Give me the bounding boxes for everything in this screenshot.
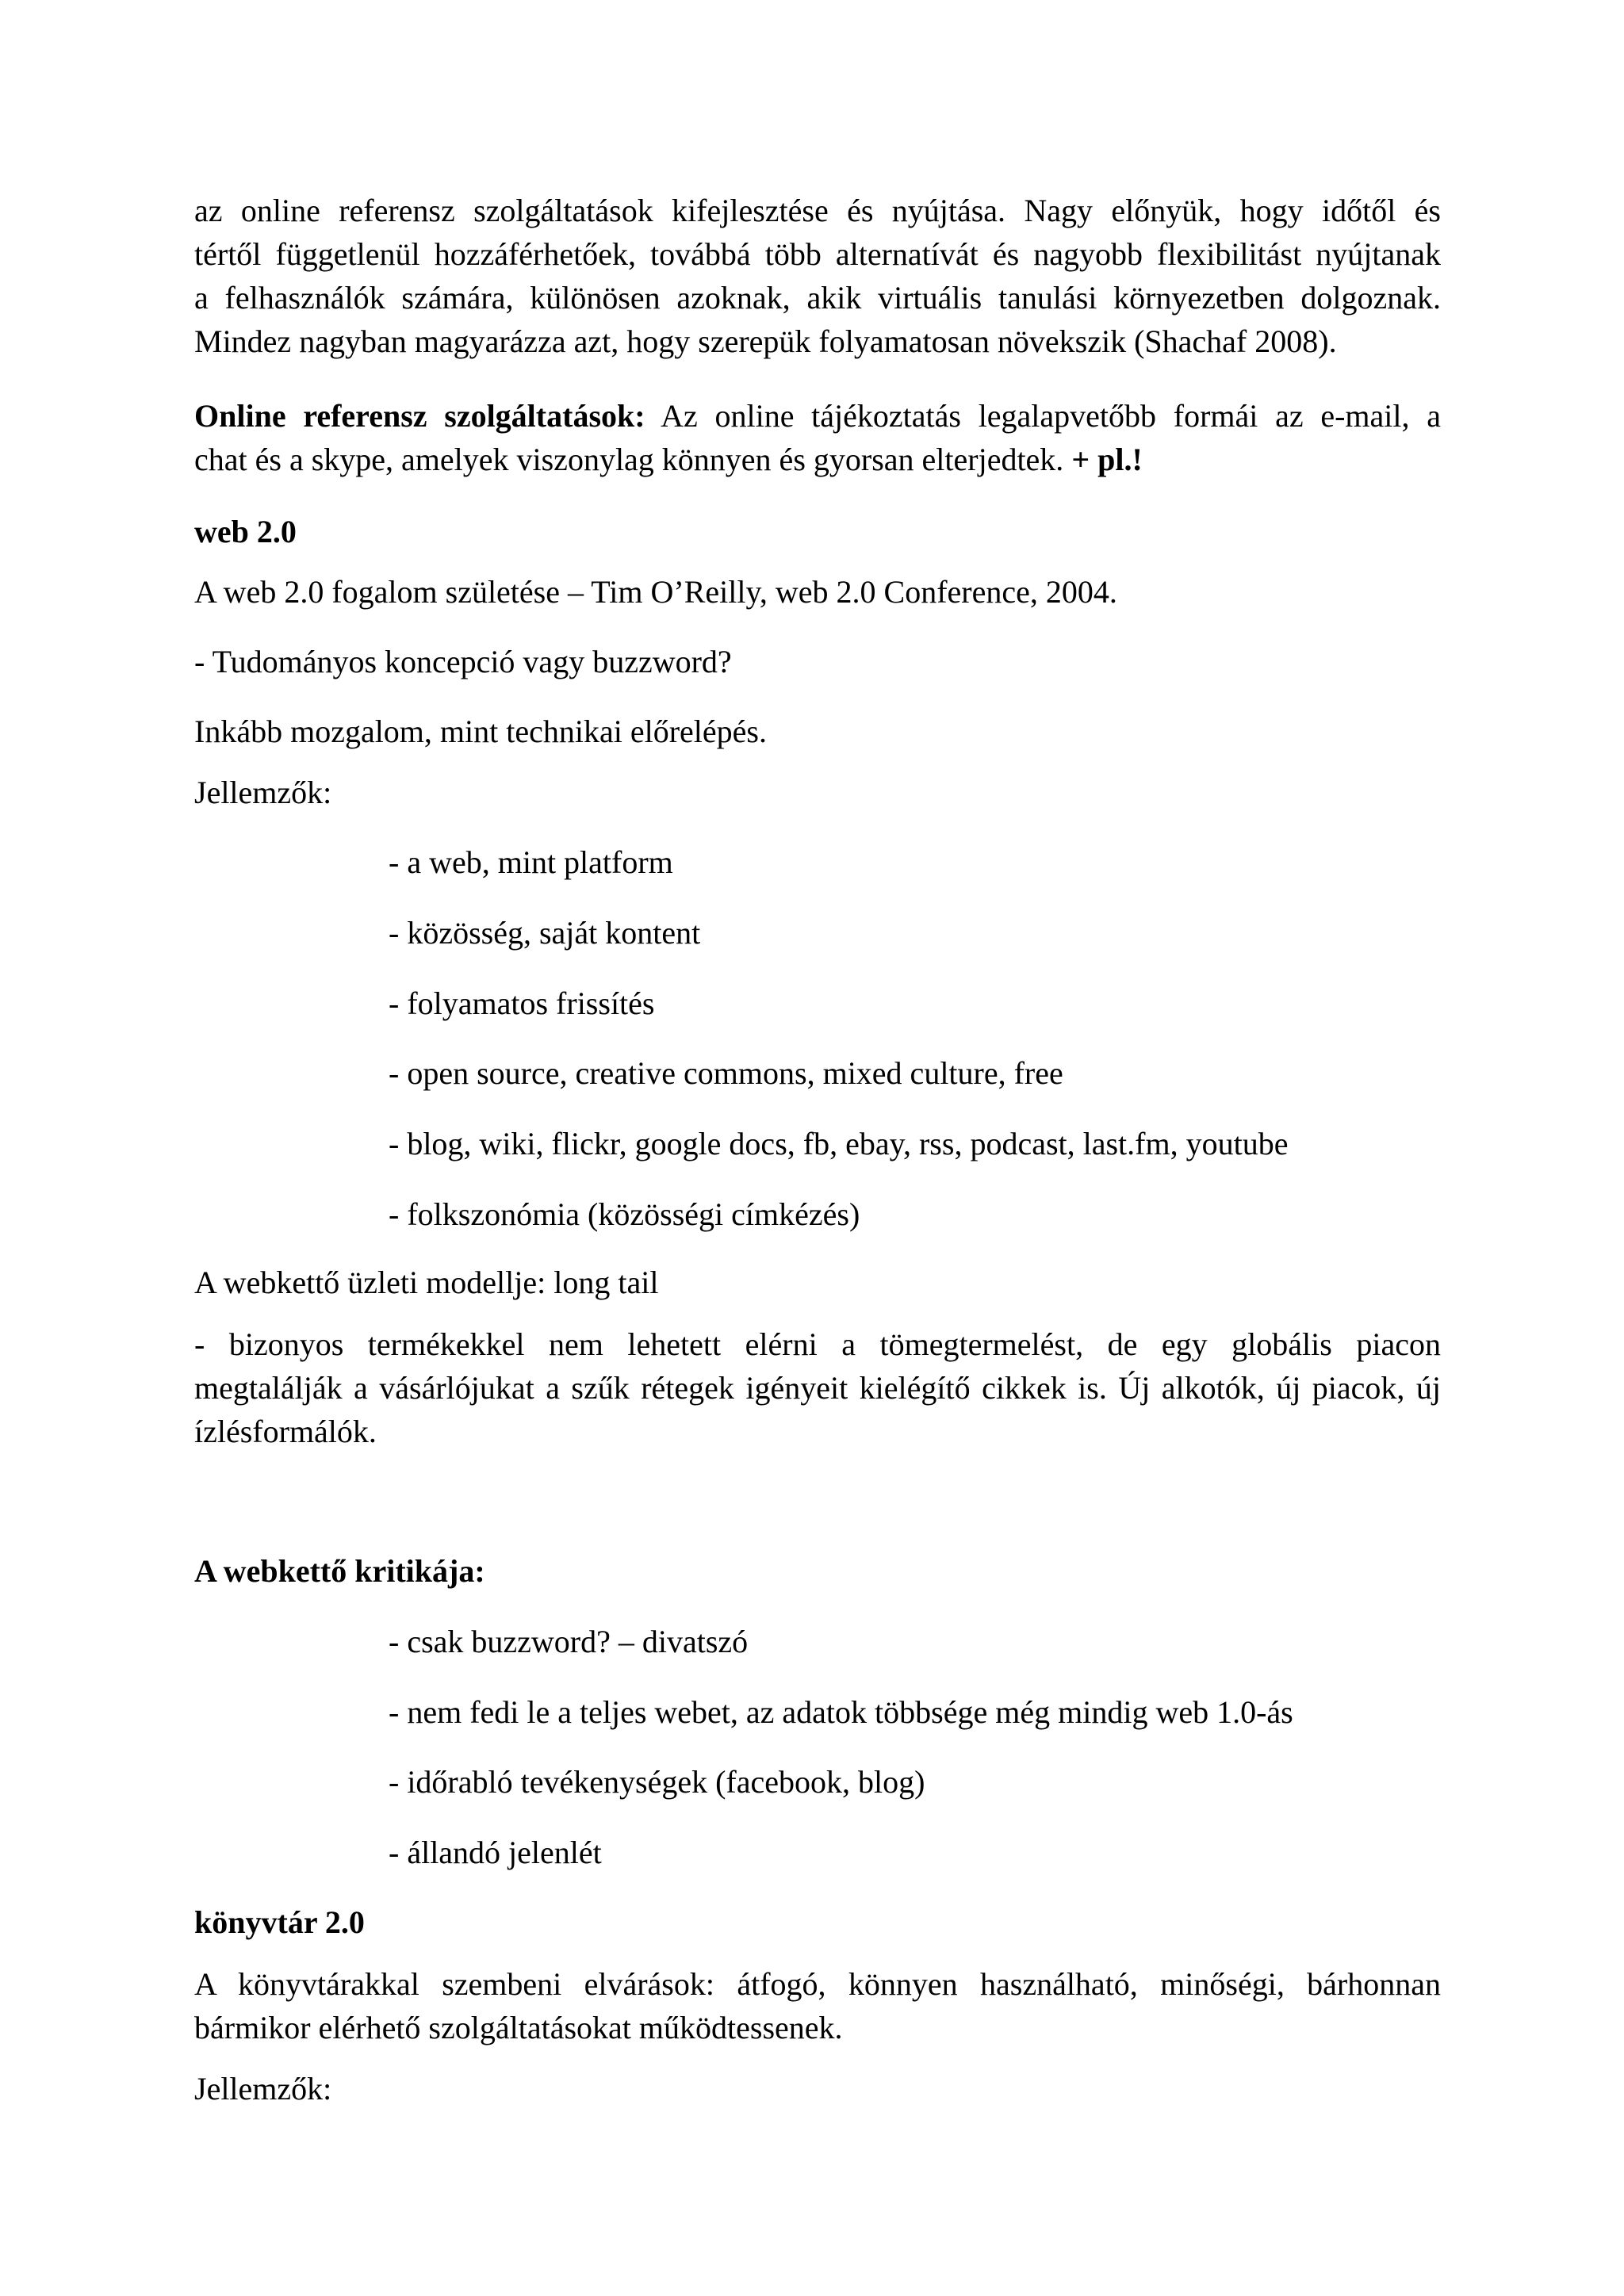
critique-item: - állandó jelenlét [389, 1835, 602, 1870]
web20-movement: Inkább mozgalom, mint technikai előrelépés. [194, 714, 767, 749]
web20-birth: A web 2.0 fogalom születése – Tim O’Reilly, web 2.0 Conference, 2004. [194, 574, 1117, 610]
critique-item: - csak buzzword? – divatszó [389, 1624, 749, 1659]
library20-features-label: Jellemzők: [194, 2071, 332, 2107]
web20-feature-item: - folkszonómia (közösségi címkézés) [389, 1196, 860, 1232]
library20-heading: könyvtár 2.0 [194, 1904, 365, 1940]
online-ref-note: + pl.! [1071, 442, 1143, 477]
intro-line-3: a felhasználók számára, különösen azoknak, akik virtuális tanulási környezetben dolgoznak. [194, 280, 1441, 316]
web20-question: - Tudományos koncepció vagy buzzword? [194, 644, 732, 679]
online-ref-line-2-text: chat és a skype, amelyek viszonylag könnyen és gyorsan elterjedtek. [194, 442, 1072, 477]
web20-feature-item: - blog, wiki, flickr, google docs, fb, ebay, rss, podcast, last.fm, youtube [389, 1126, 1289, 1161]
long-tail-line-1: - bizonyos termékekkel nem lehetett elérni a tömegtermelést, de egy globális piacon [194, 1326, 1441, 1362]
online-ref-line-1 [194, 400, 1441, 432]
web20-feature-item: - közösség, saját kontent [389, 915, 701, 951]
library20-expectations-line-2: bármikor elérhető szolgáltatásokat működtessenek. [194, 2010, 843, 2045]
intro-line-2: tértől függetlenül hozzáférhetőek, továbbá több alternatívát és nagyobb flexibilitást nyújtanak [194, 236, 1441, 272]
web20-feature-item: - a web, mint platform [389, 844, 673, 880]
web20-features-label: Jellemzők: [194, 775, 332, 810]
critique-item: - nem fedi le a teljes webet, az adatok többsége még mindig web 1.0-ás [389, 1694, 1293, 1730]
critique-heading: A webkettő kritikája: [194, 1553, 485, 1589]
online-ref-line-2 [194, 444, 1143, 476]
web20-business-model: A webkettő üzleti modellje: long tail [194, 1265, 659, 1300]
intro-line-4: Mindez nagyban magyarázza azt, hogy szerepük folyamatosan növekszik (Shachaf 2008). [194, 323, 1337, 359]
long-tail-line-3: ízlésformálók. [194, 1414, 377, 1449]
intro-line-1: az online referensz szolgáltatások kifejlesztése és nyújtása. Nagy előnyük, hogy időtől és [194, 193, 1441, 228]
long-tail-line-2: megtalálják a vásárlójukat a szűk rétegek igényeit kielégítő cikkek is. Új alkotók, új piacok, új [194, 1370, 1441, 1406]
library20-expectations-line-1: A könyvtárakkal szembeni elvárások: átfogó, könnyen használható, minőségi, bárhonnan [194, 1966, 1441, 2002]
online-ref-line-1-text: Az online tájékoztatás legalapvetőbb formái az e-mail, a [645, 398, 1441, 434]
web20-feature-item: - open source, creative commons, mixed culture, free [389, 1055, 1063, 1091]
critique-item: - időrabló tevékenységek (facebook, blog) [389, 1764, 925, 1800]
online-ref-heading: Online referensz szolgáltatások: [194, 398, 645, 434]
web20-heading: web 2.0 [194, 514, 297, 549]
web20-feature-item: - folyamatos frissítés [389, 985, 655, 1021]
